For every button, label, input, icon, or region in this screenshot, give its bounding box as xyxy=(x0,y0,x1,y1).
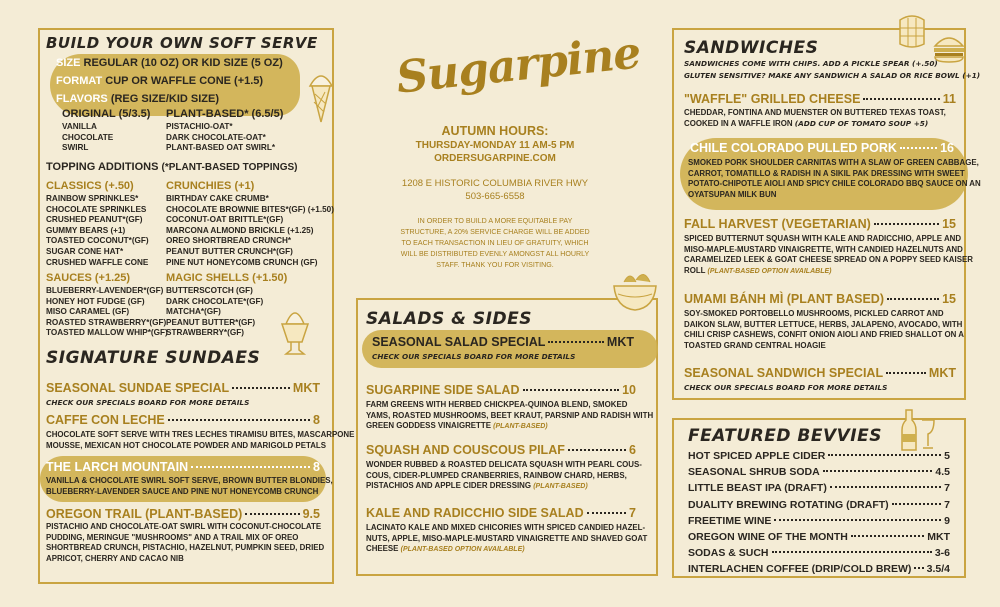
plant-list xyxy=(166,122,275,154)
bevvie-name: SODAS & SUCH xyxy=(688,547,769,560)
topping-item: PINE NUT HONEYCOMB CRUNCH (GF) xyxy=(166,257,318,267)
flavor-item: VANILLA xyxy=(62,122,97,131)
topping-item: CHOCOLATE BROWNIE BITES*(GF) (+1.50) xyxy=(166,204,334,214)
flavor-item: SWIRL xyxy=(62,143,89,153)
plant-based-tag: (PLANT-BASED) xyxy=(533,483,588,491)
size-text: REGULAR (10 OZ) OR KID SIZE (5 OZ) xyxy=(83,57,283,69)
bevvie-price: 3.5/4 xyxy=(926,563,950,576)
sandwich-item-title: "WAFFLE" GRILLED CHEESE 11 xyxy=(684,92,956,106)
sandwich-desc: SPICED BUTTERNUT SQUASH WITH KALE AND RADICCHIO, APPLE AND MISO-MAPLE-MUSTARD VINAIGRETTE, WITH CANDIED HAZELNUTS AND CARAMELIZED LEEK & GOAT CHEESE SPREAD ON A POPPY SEED KAISER ROLL (PLANT-BASED OPTION AVAILABLE) xyxy=(684,234,973,275)
bevvie-item xyxy=(688,515,950,527)
hours-days: THURSDAY-MONDAY 11 AM-5 PM xyxy=(415,140,575,151)
topping-item: CRUSHED PEANUT*(GF) xyxy=(46,215,143,225)
leader-dots xyxy=(851,535,924,537)
salad-note: CHECK OUR SPECIALS BOARD FOR MORE DETAILS xyxy=(372,352,576,361)
leader-dots xyxy=(828,454,941,456)
sandwich-desc: CHEDDAR, FONTINA AND MUENSTER ON BUTTERED TEXAS TOAST, COOKED IN A WAFFLE IRON (ADD CUP OF TOMATO SOUP +5) xyxy=(684,108,946,128)
salad-item-title: SQUASH AND COUSCOUS PILAF 6 xyxy=(366,443,636,457)
bevvie-name: DUALITY BREWING ROTATING (DRAFT) xyxy=(688,498,889,511)
service-note: IN ORDER TO BUILD A MORE EQUITABLE PAY STRUCTURE, A 20% SERVICE CHARGE WILL BE ADDED TO EACH TRANSACTION IN LIEU OF GRATUITY, WHICH WILL BE DISTRIBUTED EVENLY AMONGST ALL HOURLY STAFF. THANK YOU FOR VISITING. xyxy=(400,217,590,269)
topping-item: ROASTED STRAWBERRY*(GF) xyxy=(46,317,167,327)
topping-item: PEANUT BUTTER*(GF) xyxy=(166,317,256,327)
hours-heading: AUTUMN HOURS: xyxy=(441,124,549,138)
website-link[interactable]: ORDERSUGARPINE.COM xyxy=(434,153,556,164)
topping-item: COCONUT-OAT BRITTLE*(GF) xyxy=(166,215,284,225)
sandwich-item-title: SEASONAL SANDWICH SPECIAL MKT xyxy=(684,366,956,380)
sundae-note: CHECK OUR SPECIALS BOARD FOR MORE DETAILS xyxy=(46,398,250,407)
topping-item: SUGAR CONE HAT* xyxy=(46,246,124,256)
sundae-cup-icon xyxy=(278,302,312,356)
topping-item: CRUSHED WAFFLE CONE xyxy=(46,257,149,267)
address: 1208 E HISTORIC COLUMBIA RIVER HWY xyxy=(401,178,589,189)
crunchies-label: CRUNCHIES (+1) xyxy=(166,180,255,192)
salad-desc: LACINATO KALE AND MIXED CHICORIES WITH SPICED CANDIED HAZEL- NUTS, APPLE, MISO-MAPLE-MUSTARD VINAIGRETTE AND SHAVED GOAT CHEESE (PLANT-BASED OPTION AVAILABLE) xyxy=(366,523,648,554)
topping-item: BUTTERSCOTCH (GF) xyxy=(166,286,253,295)
sandwich-item-title: CHILE COLORADO PULLED PORK 16 xyxy=(690,141,954,155)
salads-heading: SALADS & SIDES xyxy=(366,309,532,329)
sundae-item-title: THE LARCH MOUNTAIN 8 xyxy=(46,460,320,474)
waffle-icon xyxy=(896,14,928,50)
sundae-desc: VANILLA & CHOCOLATE SWIRL SOFT SERVE, BROWN BUTTER BLONDIES, BLUEBERRY-LAVENDER SAUCE AND PINE NUT HONEYCOMB CRUNCH xyxy=(46,476,333,496)
ice-cream-cone-icon xyxy=(306,64,336,126)
original-list xyxy=(62,122,113,154)
sundae-item-title: OREGON TRAIL (PLANT-BASED) 9.5 xyxy=(46,507,320,521)
size-line xyxy=(56,57,283,69)
plant-based-tag: (PLANT-BASED OPTION AVAILABLE) xyxy=(707,267,832,275)
toppings-note: (*PLANT-BASED TOPPINGS) xyxy=(161,162,298,173)
wine-bottle-icon xyxy=(898,408,938,452)
leader-dots xyxy=(772,551,932,553)
bevvie-item xyxy=(688,499,950,511)
bevvie-name: OREGON WINE OF THE MONTH xyxy=(688,531,848,543)
toppings-label: TOPPING ADDITIONS xyxy=(46,161,159,173)
topping-item: BIRTHDAY CAKE CRUMB* xyxy=(166,194,269,203)
hours-block xyxy=(360,124,630,271)
sundae-item-title: CAFFE CON LECHE 8 xyxy=(46,413,320,427)
bevvie-name: INTERLACHEN COFFEE (DRIP/COLD BREW) xyxy=(688,563,912,576)
sandwiches-heading: SANDWICHES xyxy=(684,38,819,58)
bevvie-price: 7 xyxy=(944,482,950,495)
topping-item: MATCHA*(GF) xyxy=(166,307,221,317)
format-label: FORMAT xyxy=(56,75,103,87)
sundae-desc: CHOCOLATE SOFT SERVE WITH TRES LECHES TIRAMISU BITES, MASCARPONE MOUSSE, MEXICAN HOT CHOCOLATE POWDER AND MARIGOLD PETALS xyxy=(46,430,355,450)
bevvie-price: 3-6 xyxy=(934,547,950,560)
topping-item: CHOCOLATE SPRINKLES xyxy=(46,204,147,214)
bevvie-item xyxy=(688,563,950,575)
bevvie-price: 9 xyxy=(944,514,950,527)
sandwich-desc: SMOKED PORK SHOULDER CARNITAS WITH A SLAW OF GREEN CABBAGE, CARROT, TOMATILLO & RADISH IN A SIKIL PAK DRESSING WITH SWEET POTATO-CHIPOTLE AIOLI AND SPICY CHILE COLORADO BBQ SAUCE ON AN OYATSUPAN MILK BUN xyxy=(688,158,981,199)
leader-dots xyxy=(914,567,923,569)
sundaes-heading: SIGNATURE SUNDAES xyxy=(46,348,261,368)
leader-dots xyxy=(892,503,942,505)
topping-item: RAINBOW SPRINKLES* xyxy=(46,194,139,203)
bevvie-price: 5 xyxy=(944,450,950,462)
salad-item-title: KALE AND RADICCHIO SIDE SALAD 7 xyxy=(366,506,636,520)
sandwich-item-title: UMAMI BÁNH MÌ (PLANT BASED) 15 xyxy=(684,292,956,306)
leader-dots xyxy=(823,470,933,472)
salad-desc: FARM GREENS WITH HERBED CHICKPEA-QUINOA BLEND, SMOKED YAMS, ROASTED MUSHROOMS, BEET KRAUT, PARSNIP AND RADISH WITH GREEN GODDESS VINAIGRETTE (PLANT-BASED) xyxy=(366,400,654,431)
bevvie-name: SEASONAL SHRUB SODA xyxy=(688,466,820,479)
bevvie-item xyxy=(688,482,950,494)
soup-addon: (ADD CUP OF TOMATO SOUP +5) xyxy=(794,118,929,128)
plant-based-tag: (PLANT-BASED OPTION AVAILABLE) xyxy=(400,546,525,554)
flavor-item: PISTACHIO-OAT* xyxy=(166,122,233,131)
format-text: CUP OR WAFFLE CONE (+1.5) xyxy=(105,75,264,87)
bevvie-name: FREETIME WINE xyxy=(688,514,772,527)
salad-desc: WONDER RUBBED & ROASTED DELICATA SQUASH WITH PEARL COUS- COUS, CIDER-PLUMPED CRANBERRIES, RAINBOW CHARD, HERBS, PISTACHIOS AND APPLE CIDER DRESSING (PLANT-BASED) xyxy=(366,460,642,491)
bevvie-price: 4.5 xyxy=(935,466,950,479)
brand-logo: Sugarpine xyxy=(394,27,643,104)
bevvie-item xyxy=(688,547,950,559)
original-label: ORIGINAL (5/3.5) xyxy=(62,108,151,120)
phone: 503-665-6558 xyxy=(465,191,525,202)
salad-bowl-icon xyxy=(610,268,660,314)
plant-label: PLANT-BASED* (6.5/5) xyxy=(166,108,284,120)
topping-item: PEANUT BUTTER CRUNCH*(GF) xyxy=(166,246,293,256)
bevvie-name: LITTLE BEAST IPA (DRAFT) xyxy=(688,482,827,495)
bevvies-heading: FEATURED BEVVIES xyxy=(688,426,882,446)
leader-dots xyxy=(830,486,941,488)
sundae-item-title: SEASONAL SUNDAE SPECIAL MKT xyxy=(46,381,320,395)
bevvie-name: HOT SPICED APPLE CIDER xyxy=(688,450,826,462)
size-label: SIZE xyxy=(56,57,81,69)
classics-label: CLASSICS (+.50) xyxy=(46,180,134,192)
bevvie-item xyxy=(688,531,950,543)
salad-item-title: SUGARPINE SIDE SALAD 10 xyxy=(366,383,636,397)
flavors-text: (REG SIZE/KID SIZE) xyxy=(110,93,219,105)
sandwich-note: CHECK OUR SPECIALS BOARD FOR MORE DETAILS xyxy=(684,383,888,392)
bevvie-price: 7 xyxy=(944,498,950,511)
bevvie-item xyxy=(688,466,950,478)
soft-serve-heading: BUILD YOUR OWN SOFT SERVE xyxy=(46,34,318,52)
sauces-list xyxy=(46,286,168,339)
format-line xyxy=(56,75,263,87)
sauces-label: SAUCES (+1.25) xyxy=(46,272,131,284)
sundae-desc: PISTACHIO AND CHOCOLATE-OAT SWIRL WITH COCONUT-CHOCOLATE PUDDING, MERINGUE "MUSHROOMS" AND A TRAIL MIX OF OREO SHORTBREAD CRUNCH, PISTACHIO, HAZELNUT, PUMPKIN SEED, DRIED APRICOT, CHERRY AND CACAO NIB xyxy=(46,522,325,563)
topping-item: HONEY HOT FUDGE (GF) xyxy=(46,296,145,306)
plant-based-tag: (PLANT-BASED) xyxy=(493,423,548,431)
topping-item: MISO CARAMEL (GF) xyxy=(46,307,130,317)
flavor-item: CHOCOLATE xyxy=(62,132,114,142)
flavor-item: PLANT-BASED OAT SWIRL* xyxy=(166,143,276,153)
topping-item: STRAWBERRY*(GF) xyxy=(166,328,244,338)
salad-item-title: SEASONAL SALAD SPECIAL MKT xyxy=(372,335,634,349)
topping-item: DARK CHOCOLATE*(GF) xyxy=(166,296,264,306)
classics-list xyxy=(46,194,149,268)
topping-item: GUMMY BEARS (+1) xyxy=(46,225,126,235)
topping-item: OREO SHORTBREAD CRUNCH* xyxy=(166,236,292,246)
topping-item: TOASTED COCONUT*(GF) xyxy=(46,236,149,246)
bevvie-item xyxy=(688,450,950,462)
flavors-label: FLAVORS xyxy=(56,93,108,105)
topping-item: MARCONA ALMOND BRICKLE (+1.25) xyxy=(166,225,314,235)
sandwich-desc: SOY-SMOKED PORTOBELLO MUSHROOMS, PICKLED CARROT AND DAIKON SLAW, BUTTER LETTUCE, HERBS, JALAPENO, AVOCADO, WITH CHILI CRISP CASHEWS, CONFIT ONION AIOLI AND FRIED SHALLOT ON A TOASTED GRAND CENTRAL HOAGIE xyxy=(684,309,964,350)
shells-list xyxy=(166,286,263,339)
sandwich-item-title: FALL HARVEST (VEGETARIAN) 15 xyxy=(684,217,956,231)
flavors-line xyxy=(56,93,219,105)
sandwich-intro: SANDWICHES COME WITH CHIPS. ADD A PICKLE SPEAR (+.50) GLUTEN SENSITIVE? MAKE ANY SANDWICH A SALAD OR RICE BOWL (+1) xyxy=(684,59,981,80)
flavor-item: DARK CHOCOLATE-OAT* xyxy=(166,132,266,142)
toppings-line xyxy=(46,161,297,173)
leader-dots xyxy=(774,519,941,521)
shells-label: MAGIC SHELLS (+1.50) xyxy=(166,272,288,284)
topping-item: TOASTED MALLOW WHIP*(GF) xyxy=(46,328,168,338)
bevvie-price: MKT xyxy=(927,531,950,543)
crunchies-list xyxy=(166,194,334,268)
topping-item: BLUEBERRY-LAVENDER*(GF) xyxy=(46,286,164,295)
